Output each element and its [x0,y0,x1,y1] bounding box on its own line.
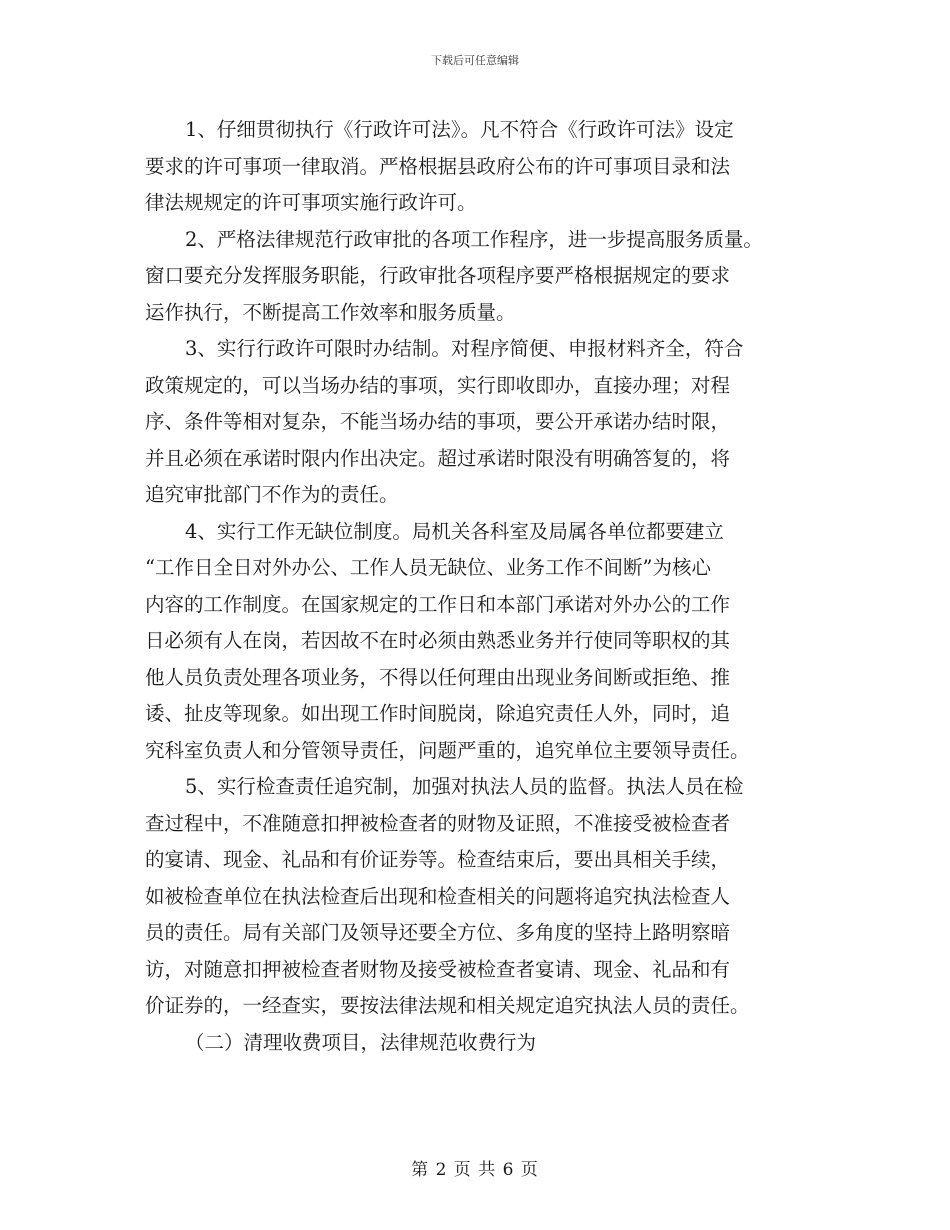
text-line: 的宴请、现金、礼品和有价证券等。检查结束后，要出具相关手续， [145,848,731,871]
text-line: 访，对随意扣押被检查者财物及接受被检查者宴请、现金、礼品和有 [145,957,731,981]
text-line: 1、仔细贯彻执行《行政许可法》。凡不符合《行政许可法》设定 [185,118,734,141]
document-body [145,112,815,1061]
text-line: 序、条件等相对复杂，不能当场办结的事项，要公开承诺办结时限， [145,410,731,433]
text-line: 窗口要充分发挥服务职能，行政审批各项程序要严格根据规定的要求 [145,264,731,287]
text-line: 内容的工作制度。在国家规定的工作日和本部门承诺对外办公的工作 [145,592,731,616]
text-line: “工作日全日对外办公、工作人员无缺位、业务工作不间断”为核心 [145,556,711,579]
page-header: 下载后可任意编辑 [431,54,519,67]
text-line: （二）清理收费项目，法律规范收费行为 [185,1030,537,1054]
text-line: 追究审批部门不作为的责任。 [145,483,399,506]
text-line: 他人员负责处理各项业务，不得以任何理由出现业务间断或拒绝、推 [145,665,731,689]
text-line: 究科室负责人和分管领导责任，问题严重的，追究单位主要领导责任。 [145,738,750,762]
text-line: 政策规定的，可以当场办结的事项，实行即收即办，直接办理；对程 [145,373,731,397]
text-line: 并且必须在承诺时限内作出决定。超过承诺时限没有明确答复的，将 [145,446,731,470]
text-line: 3、实行行政许可限时办结制。对程序简便、申报材料齐全，符合 [185,337,744,360]
text-line: 如被检查单位在执法检查后出现和检查相关的问题将追究执法检查人 [145,884,731,908]
text-line: 2、严格法律规范行政审批的各项工作程序，进一步提高服务质量。 [185,227,763,251]
text-line: 价证券的，一经查实，要按法律法规和相关规定追究执法人员的责任。 [145,994,750,1017]
text-line: 要求的许可事项一律取消。严格根据县政府公布的许可事项目录和法 [145,154,731,178]
text-line: 员的责任。局有关部门及领导还要全方位、多角度的坚持上路明察暗 [145,921,731,944]
text-line: 5、实行检查责任追究制，加强对执法人员的监督。执法人员在检 [185,775,744,798]
page-footer: 第 2 页 共 6 页 [411,1160,539,1180]
text-line: 查过程中，不准随意扣押被检查者的财物及证照，不准接受被检查者 [145,811,731,835]
text-line: 诿、扯皮等现象。如出现工作时间脱岗，除追究责任人外，同时，追 [145,702,731,725]
text-line: 运作执行，不断提高工作效率和服务质量。 [145,300,516,324]
text-line: 日必须有人在岗，若因故不在时必须由熟悉业务并行使同等职权的其 [145,629,731,652]
text-line: 4、实行工作无缺位制度。局机关各科室及局属各单位都要建立 [185,519,724,543]
text-line: 律法规规定的许可事项实施行政许可。 [145,191,477,214]
